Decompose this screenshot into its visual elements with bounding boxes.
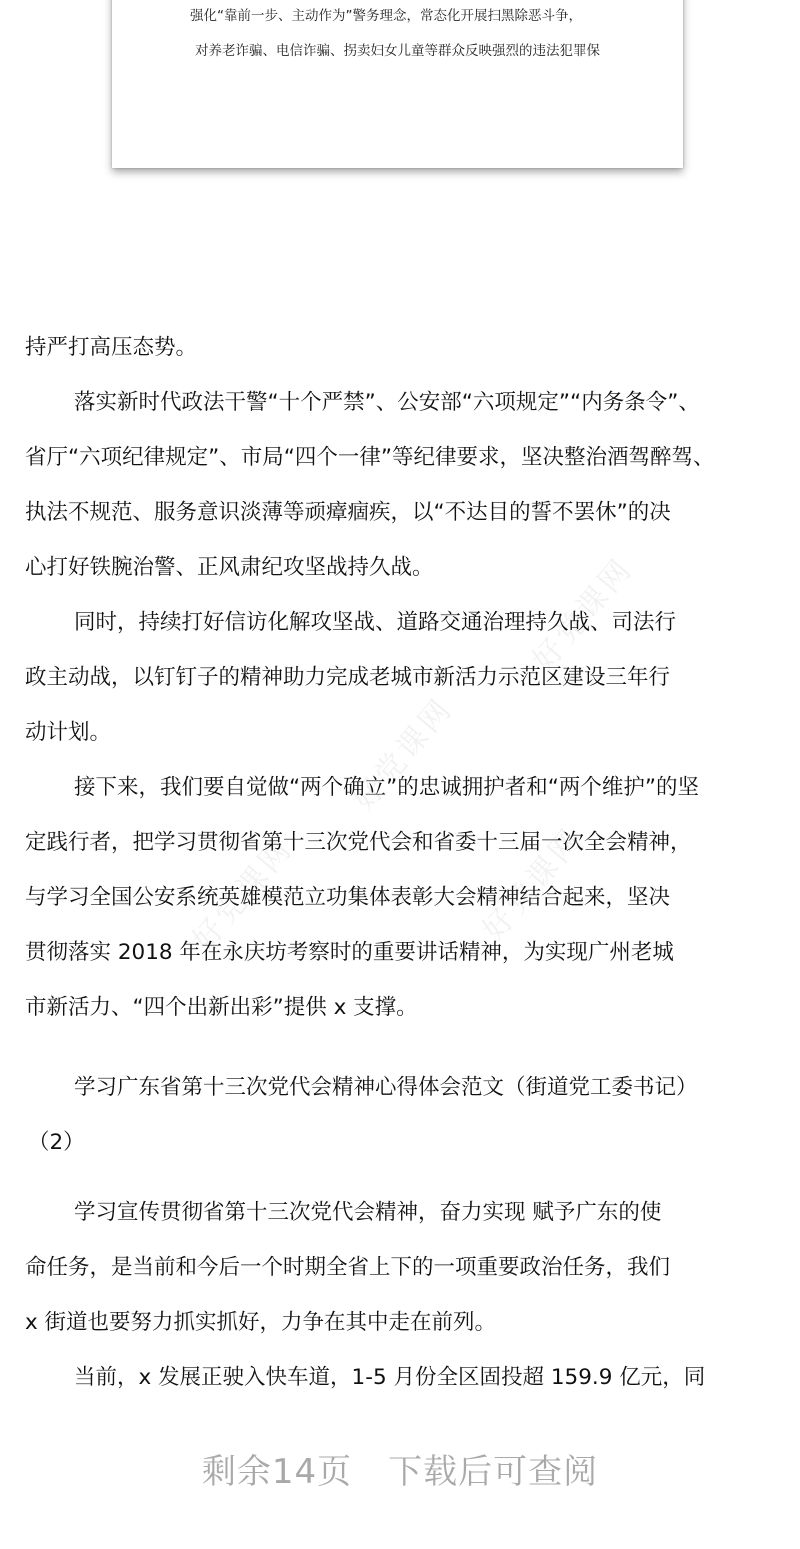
body-line: x 街道也要努力抓实抓好，力争在其中走在前列。 <box>25 1310 497 1335</box>
body-line: 接下来，我们要自觉做“两个确立”的忠诚拥护者和“两个维护”的坚 <box>74 775 700 800</box>
body-line: 定践行者，把学习贯彻省第十三次党代会和省委十三届一次全会精神， <box>25 830 692 855</box>
section-heading: 学习广东省第十三次党代会精神心得体会范文（街道党工委书记） <box>74 1075 698 1100</box>
watermark-2: 好党课网 <box>346 690 461 818</box>
body-line: 当前，x 发展正驶入快车道，1-5 月份全区固投超 159.9 亿元，同 <box>74 1365 706 1390</box>
body-line: 动计划。 <box>25 720 112 745</box>
download-prompt[interactable] <box>0 1432 800 1512</box>
body-line: 同时，持续打好信访化解攻坚战、道路交通治理持久战、司法行 <box>74 610 677 635</box>
body-line: 学习宣传贯彻省第十三次党代会精神，奋力实现 赋予广东的使 <box>74 1200 662 1225</box>
watermark-4: 好党课网 <box>476 820 591 948</box>
body-line: 心打好铁腕治警、正风肃纪攻坚战持久战。 <box>25 555 434 580</box>
body-line: 政主动战，以钉钉子的精神助力完成老城市新活力示范区建设三年行 <box>25 665 671 690</box>
preview-line-2: 对养老诈骗、电信诈骗、拐卖妇女儿童等群众反映强烈的违法犯罪保 <box>195 43 600 59</box>
body-line: 执法不规范、服务意识淡薄等顽瘴痼疾，以“不达目的誓不罢休”的决 <box>25 500 671 525</box>
body-line: 持严打高压态势。 <box>25 335 198 360</box>
remaining-pages-text: 剩余14页 <box>201 1452 353 1492</box>
body-line: 市新活力、“四个出新出彩”提供 x 支撑。 <box>25 995 418 1020</box>
body-line: 与学习全国公安系统英雄模范立功集体表彰大会精神结合起来，坚决 <box>25 885 671 910</box>
preview-line-1: 强化“靠前一步、主动作为”警务理念，常态化开展扫黑除恶斗争， <box>190 8 582 24</box>
body-line: 落实新时代政法干警“十个严禁”、公安部“六项规定”“内务条令”、 <box>74 390 700 415</box>
body-line: 贯彻落实 2018 年在永庆坊考察时的重要讲话精神，为实现广州老城 <box>25 940 674 965</box>
body-line: 省厅“六项纪律规定”、市局“四个一律”等纪律要求，坚决整治酒驾醉驾、 <box>25 445 715 470</box>
watermark-1: 好党课网 <box>526 550 641 678</box>
download-to-view-text: 下载后可查阅 <box>388 1452 599 1492</box>
page-preview-card <box>112 0 683 168</box>
watermark-3: 好党课网 <box>186 830 301 958</box>
section-heading-number: （2） <box>28 1130 85 1155</box>
body-line: 命任务，是当前和今后一个时期全省上下的一项重要政治任务，我们 <box>25 1255 671 1280</box>
